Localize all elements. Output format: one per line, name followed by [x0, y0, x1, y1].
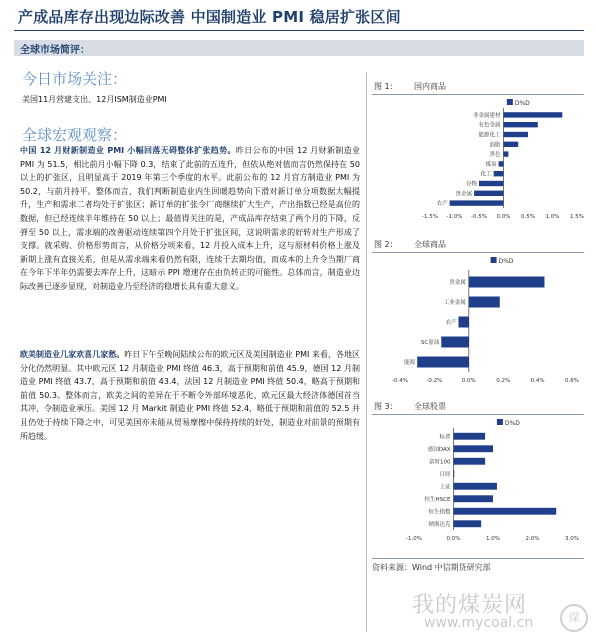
figure-2-legend — [491, 257, 514, 265]
page-title: 产成品库存出现边际改善 中国制造业 PMI 稳居扩张区间 — [18, 8, 401, 26]
x-tick-label: -0.4% — [392, 378, 408, 384]
category-label: 恒生HSCE — [424, 496, 451, 503]
category-label: SC原油 — [420, 340, 440, 346]
watermark-brand: 我的煤炭网 — [412, 593, 528, 618]
figure-1-chart — [372, 96, 584, 226]
bar-德国DAX — [454, 445, 494, 452]
legend-swatch — [507, 99, 513, 105]
bar-化工 — [494, 171, 504, 176]
figure-1-title: 国内商品 — [414, 82, 446, 91]
bar-贵金属 — [474, 191, 503, 196]
paragraph-2-lead: 欧美制造业几家欢喜几家愁。 — [20, 350, 125, 359]
paragraph-2-body: 昨日下午至晚间陆续公布的欧元区及美国制造业 PMI 来看，各地区分化仍然明显。其中欧元区 12 月制造业 PMI 终值 46.3，高于预期和前值 45.9，德国 12 月制造业 PMI 终值 43.7，高于预期和前值 43.4，法国 12 月制造业 PMI 终值 50.4，略高于预期和前值 50.3。整体而言，欧美之间的差异在于不断令外部环境恶化，欧元区最大经济体德国首当其冲，令制造业承压。美国 12 月 Markit 制造业 PMI 终值 52.4，略低于预期和前值的 52.5 并且仍处于持续下降之中，可见美国亦未能从贸易摩擦中保持持续的好处，制造业对前景的预期有所趋缓。 — [20, 350, 361, 441]
x-tick-label: -1.0% — [446, 214, 463, 220]
x-tick-label: -0.2% — [426, 378, 443, 384]
category-label: 恒生指数 — [428, 509, 451, 516]
column-divider — [366, 72, 367, 632]
bar-上证 — [454, 483, 497, 490]
x-tick-label: -1.5% — [422, 214, 438, 220]
bar-日经 — [454, 470, 455, 477]
figure-3-title: 全球股票 — [414, 402, 446, 411]
figure-3-chart — [372, 416, 584, 546]
figure-1-header — [372, 80, 584, 95]
bar-富时100 — [454, 458, 486, 465]
section-header-bar — [14, 40, 584, 56]
macro-heading: 全球宏观观察： — [22, 126, 128, 144]
title-rule — [14, 30, 584, 31]
category-label: 贵金属 — [455, 191, 473, 198]
legend-swatch — [491, 257, 497, 263]
x-tick-label: 1.0% — [486, 536, 500, 542]
bar-农产 — [450, 200, 504, 205]
x-tick-label: 0.5% — [521, 214, 535, 220]
category-label: 油脂 — [489, 142, 501, 149]
section-header: 全球市场简评： — [20, 45, 90, 56]
bar-黑色 — [504, 151, 509, 156]
x-tick-label: 2.0% — [525, 536, 540, 542]
x-tick-label: -0.5% — [471, 214, 487, 220]
figure-2-label: 图 2： — [374, 240, 398, 249]
bar-标普 — [454, 433, 486, 440]
figure-2-chart — [372, 254, 584, 390]
figure-1-label: 图 1： — [374, 82, 398, 91]
figure-2-header — [372, 238, 584, 253]
category-label: 日经 — [439, 471, 451, 478]
figure-3-header — [372, 400, 584, 415]
bar-非金属建材 — [504, 112, 563, 117]
legend-label: D%D — [498, 258, 514, 265]
figure-3-label: 图 3： — [374, 402, 398, 411]
today-focus-heading: 今日市场关注： — [22, 70, 128, 88]
category-label: 非金属建材 — [472, 112, 501, 119]
figure-3-legend — [497, 419, 520, 427]
figure-2-title: 全球商品 — [414, 240, 446, 249]
category-label: 德国DAX — [427, 446, 451, 453]
category-label: 农产 — [445, 320, 457, 326]
category-label: 标普 — [439, 434, 451, 441]
x-tick-label: -1.0% — [406, 536, 422, 542]
bar-贵金属 — [469, 277, 545, 288]
bar-能源化工 — [504, 132, 529, 137]
watermark-url: www.mycoal.cn — [424, 615, 534, 631]
bar-恒生指数 — [454, 508, 557, 515]
figure-1-legend — [507, 99, 530, 107]
x-tick-label: 0.6% — [565, 378, 579, 384]
today-focus-text: 美国11月营建支出、12月ISM制造业PMI — [22, 95, 167, 104]
macro-paragraph-1 — [20, 144, 360, 294]
watermark-logo: 煤 — [560, 604, 588, 632]
x-tick-label: 1.5% — [570, 214, 584, 220]
category-label: 能源 — [404, 360, 416, 366]
category-label: 能源化工 — [478, 132, 501, 139]
category-label: 煤炭 — [485, 161, 497, 168]
paragraph-1-body: 昨日公布的中国 12 月财新制造业 PMI 为 51.5，相比前月小幅下降 0.3，结束了此前的五连升，但依从绝对值而言仍然保持在 50 以上的扩张区，且明显高于 2019 年第三个季度的水平。此前公布的 12 月官方制造业 PMI 为 50.2，与前月持平。整体而言，我们判断制造业内生回暖趋势向下滑对新订单分项数据大幅提升，生产和需求二者均处于扩张区；新订单的扩张令厂商继续扩大生产，产出指数已经是高位的数据，但已经连续半年维持在 50 以上；最值得关注的是，产成品库存结束了两个月的下降，反弹至 50 以上，需求端的改善驱动连续第四个月处于扩张区间，这说明需求的好转对生产形成了支撑。就采购、价格形势而言，从价格分项来看，12 月投入成本上升，这与原材料价格上涨及新期上涨有直接关系，但是从需求端来看仍然有限，连续于去期均值，而成本的上升令当期厂商在今年下半年仍需要去库存上升，这暗示 PPI 增速存在由负转正的可能性。总体而言，制造业边际改善已逐步显现，对制造业乃至经济的稳增长具有重大意义。 — [20, 146, 360, 291]
category-label: 贵金属 — [449, 280, 466, 286]
legend-label: D%D — [504, 420, 520, 427]
category-label: 黑色 — [489, 152, 501, 159]
bar-农产 — [458, 317, 468, 328]
bar-SC原油 — [441, 337, 469, 348]
legend-label: D%D — [514, 100, 530, 107]
bar-恒生HSCE — [454, 495, 494, 502]
category-label: 富时100 — [429, 459, 451, 466]
macro-paragraph-2 — [20, 348, 360, 443]
x-tick-label: 0.0% — [446, 536, 461, 542]
category-label: 化工 — [480, 171, 492, 178]
x-tick-label: 0.4% — [530, 378, 545, 384]
x-tick-label: 0.0% — [496, 214, 511, 220]
category-label: 有色金属 — [478, 122, 501, 129]
category-label: 纳斯达克 — [428, 521, 451, 528]
x-tick-label: 1.0% — [545, 214, 560, 220]
x-tick-label: 0.2% — [496, 378, 511, 384]
category-label: 上证 — [439, 484, 451, 491]
bar-有色金属 — [504, 122, 538, 127]
x-tick-label: 3.0% — [565, 536, 579, 542]
paragraph-1-lead: 中国 12 月财新制造业 PMI 小幅回落无碍整体扩张趋势。 — [20, 146, 236, 155]
category-label: 工业金属 — [443, 300, 466, 306]
bar-纳斯达克 — [454, 520, 482, 527]
category-label: 农产 — [436, 201, 448, 208]
bar-能源 — [417, 357, 469, 368]
x-tick-label: 0.0% — [461, 378, 476, 384]
category-label: 谷物 — [465, 181, 477, 188]
legend-swatch — [497, 419, 503, 425]
bar-油脂 — [504, 142, 519, 147]
data-source: 资料来源：Wind 中信期货研究部 — [372, 558, 584, 573]
bar-工业金属 — [469, 297, 500, 308]
bar-煤炭 — [499, 161, 504, 166]
bar-谷物 — [479, 181, 504, 186]
